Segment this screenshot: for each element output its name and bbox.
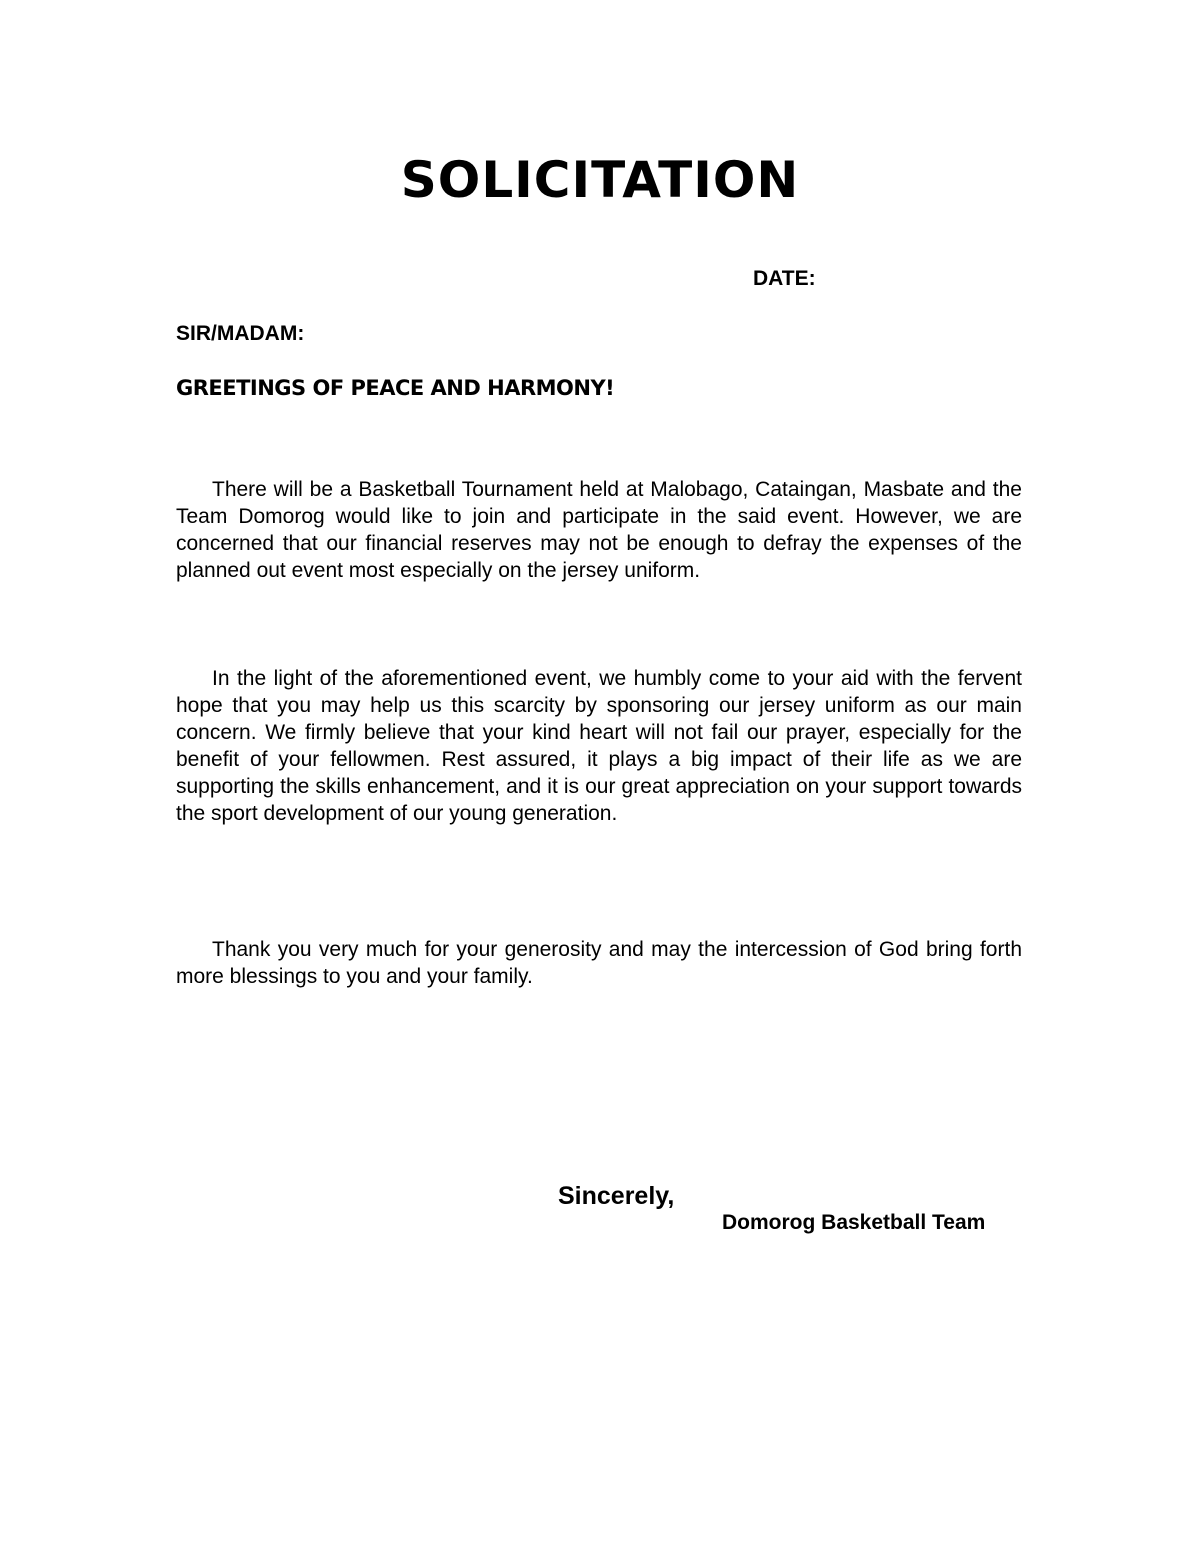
body-paragraph-1: There will be a Basketball Tournament held at Malobago, Cataingan, Masbate and the Team Domorog would like to join and participate in the said event. However, we are concerned that our financial reserves may not be enough to defray the expenses of the planned out event most especially on the jersey uniform.: [176, 478, 1022, 582]
date-label: DATE:: [753, 267, 816, 290]
document-title: SOLICITATION: [400, 151, 800, 209]
body-paragraph-3: Thank you very much for your generosity and may the intercession of God bring forth more blessings to you and your family.: [176, 938, 1022, 988]
body-paragraph-2: In the light of the aforementioned event, we humbly come to your aid with the fervent hope that you may help us this scarcity by sponsoring our jersey uniform as our main concern. We firmly believe that your kind heart will not fail our prayer, especially for the benefit of your fellowmen. Rest assured, it plays a big impact of their life as we are supporting the skills enhancement, and it is our great appreciation on your support towards the sport development of our young generation.: [176, 667, 1022, 825]
greeting: GREETINGS OF PEACE AND HARMONY!: [176, 376, 615, 400]
salutation: SIR/MADAM:: [176, 322, 305, 345]
signer-name: Domorog Basketball Team: [722, 1211, 986, 1234]
closing: Sincerely,: [558, 1182, 675, 1210]
